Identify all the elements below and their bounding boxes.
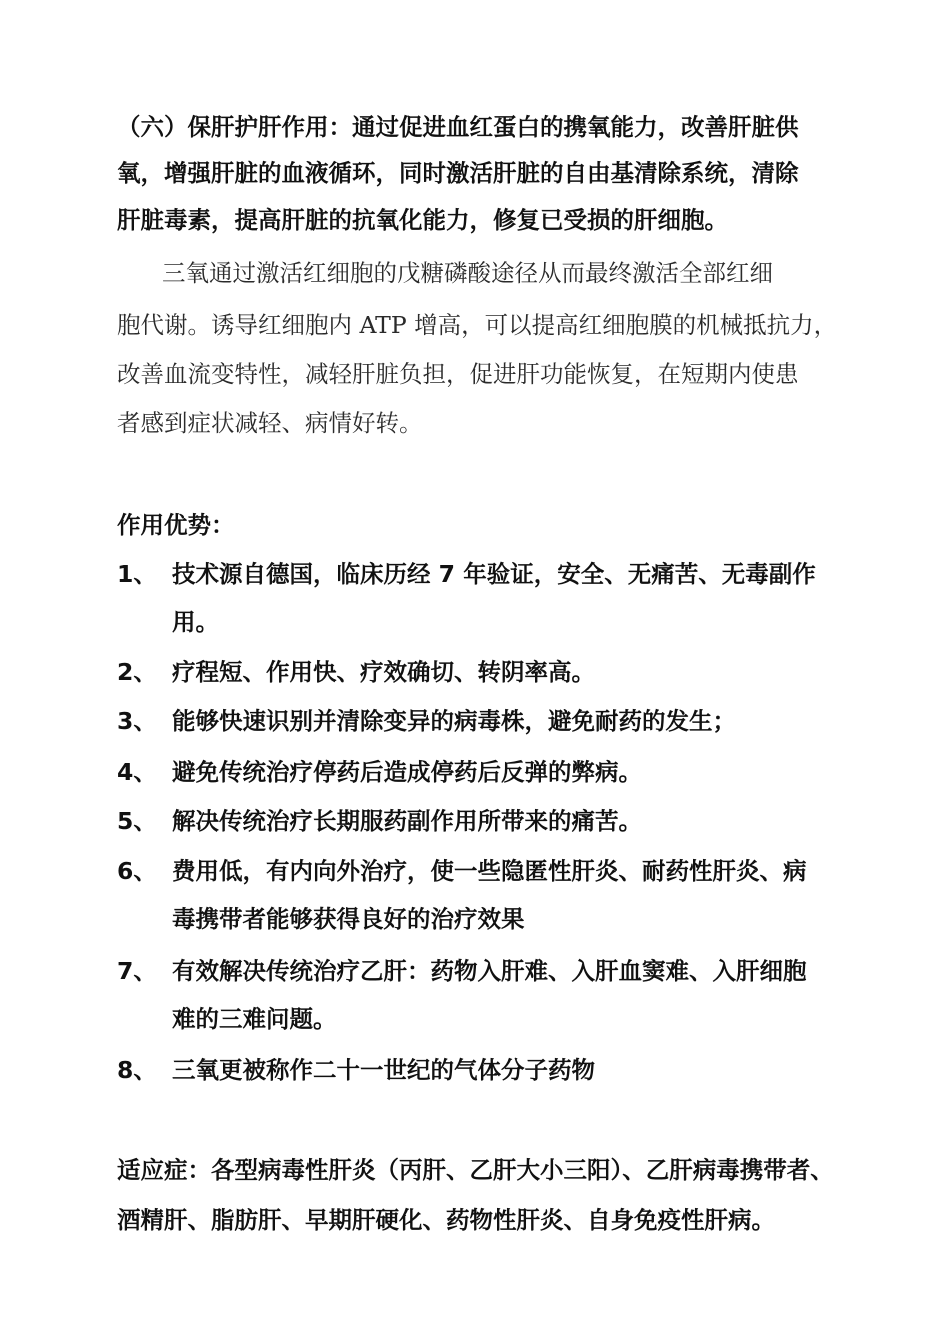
list-item-text: 能够快速识别并清除变异的病毒株，避免耐药的发生；: [172, 707, 736, 735]
list-item-number: 8、: [117, 1056, 157, 1084]
list-item-text-continued: 难的三难问题。: [172, 1005, 337, 1033]
list-item-number: 5、: [117, 807, 157, 835]
list-item-text: 技术源自德国，临床历经 7 年验证，安全、无痛苦、无毒副作: [172, 560, 816, 588]
list-item-text: 避免传统治疗停药后造成停药后反弹的弊病。: [172, 758, 642, 786]
list-item-number: 7、: [117, 957, 157, 985]
list-item-number: 1、: [117, 560, 157, 588]
list-item-number: 3、: [117, 707, 157, 735]
list-item-text: 有效解决传统治疗乙肝：药物入肝难、入肝血窦难、入肝细胞: [172, 957, 807, 985]
advantages-heading: 作用优势：: [117, 511, 235, 539]
paragraph-line-1: 三氧通过激活红细胞的戊糖磷酸途径从而最终激活全部红细: [162, 259, 773, 287]
list-item-number: 4、: [117, 758, 157, 786]
list-item-text-continued: 毒携带者能够获得良好的治疗效果: [172, 905, 525, 933]
section6-line-2: 氧，增强肝脏的血液循环，同时激活肝脏的自由基清除系统，清除: [117, 159, 799, 187]
list-item-text-continued: 用。: [172, 608, 219, 636]
indications-line-2: 酒精肝、脂肪肝、早期肝硬化、药物性肝炎、自身免疫性肝病。: [117, 1206, 775, 1234]
list-item-text: 费用低，有内向外治疗，使一些隐匿性肝炎、耐药性肝炎、病: [172, 857, 807, 885]
list-item-number: 6、: [117, 857, 157, 885]
paragraph-line-3: 改善血流变特性，减轻肝脏负担，促进肝功能恢复，在短期内使患: [117, 360, 799, 388]
list-item-text: 解决传统治疗长期服药副作用所带来的痛苦。: [172, 807, 642, 835]
paragraph-line-2: 胞代谢。诱导红细胞内 ATP 增高，可以提高红细胞膜的机械抵抗力，: [117, 311, 838, 339]
section6-line-3: 肝脏毒素，提高肝脏的抗氧化能力，修复已受损的肝细胞。: [117, 206, 728, 234]
list-item-number: 2、: [117, 658, 157, 686]
section6-line-1: （六）保肝护肝作用：通过促进血红蛋白的携氧能力，改善肝脏供: [117, 113, 799, 141]
list-item-text: 三氧更被称作二十一世纪的气体分子药物: [172, 1056, 595, 1084]
indications-line-1: 适应症：各型病毒性肝炎（丙肝、乙肝大小三阳）、乙肝病毒携带者、: [117, 1156, 834, 1184]
paragraph-line-4: 者感到症状减轻、病情好转。: [117, 409, 423, 437]
list-item-text: 疗程短、作用快、疗效确切、转阴率高。: [172, 658, 595, 686]
